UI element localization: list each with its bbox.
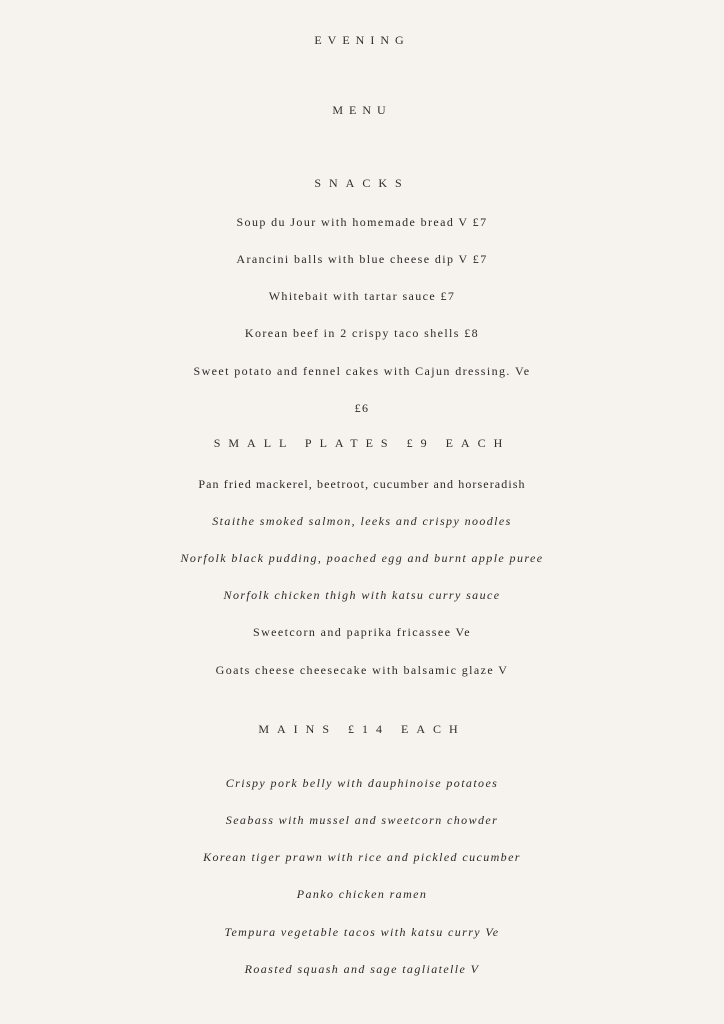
menu-title-line2: MENU	[332, 103, 392, 117]
mains-heading: MAINS £14 EACH	[258, 722, 466, 736]
main-item: Crispy pork belly with dauphinoise potatoes	[225, 776, 499, 790]
main-item: Tempura vegetable tacos with katsu curry Ve	[224, 925, 500, 939]
snack-item: Soup du Jour with homemade bread V £7	[236, 215, 488, 229]
small-plate-item: Pan fried mackerel, beetroot, cucumber and horseradish	[198, 477, 526, 491]
small-plates-heading: SMALL PLATES £9 EACH	[213, 436, 511, 450]
snack-item: Arancini balls with blue cheese dip V £7	[236, 252, 488, 266]
menu-title-line1: EVENING	[314, 33, 410, 47]
snack-item: Sweet potato and fennel cakes with Cajun dressing. Ve	[193, 364, 531, 378]
snack-item: Korean beef in 2 crispy taco shells £8	[244, 326, 480, 340]
main-item: Panko chicken ramen	[296, 887, 428, 901]
main-item: Korean tiger prawn with rice and pickled cucumber	[203, 850, 521, 864]
main-item: Seabass with mussel and sweetcorn chowder	[225, 813, 499, 827]
small-plate-item: Goats cheese cheesecake with balsamic glaze V	[215, 663, 509, 677]
main-item: Roasted squash and sage tagliatelle V	[244, 962, 480, 976]
snack-item-price-wrap: £6	[354, 401, 370, 415]
small-plate-item: Norfolk chicken thigh with katsu curry sauce	[223, 588, 501, 602]
snack-item: Whitebait with tartar sauce £7	[268, 289, 456, 303]
snacks-heading: SNACKS	[314, 176, 410, 190]
small-plate-item: Staithe smoked salmon, leeks and crispy noodles	[212, 514, 512, 528]
small-plate-item: Norfolk black pudding, poached egg and burnt apple puree	[180, 551, 544, 565]
small-plate-item: Sweetcorn and paprika fricassee Ve	[253, 625, 471, 639]
